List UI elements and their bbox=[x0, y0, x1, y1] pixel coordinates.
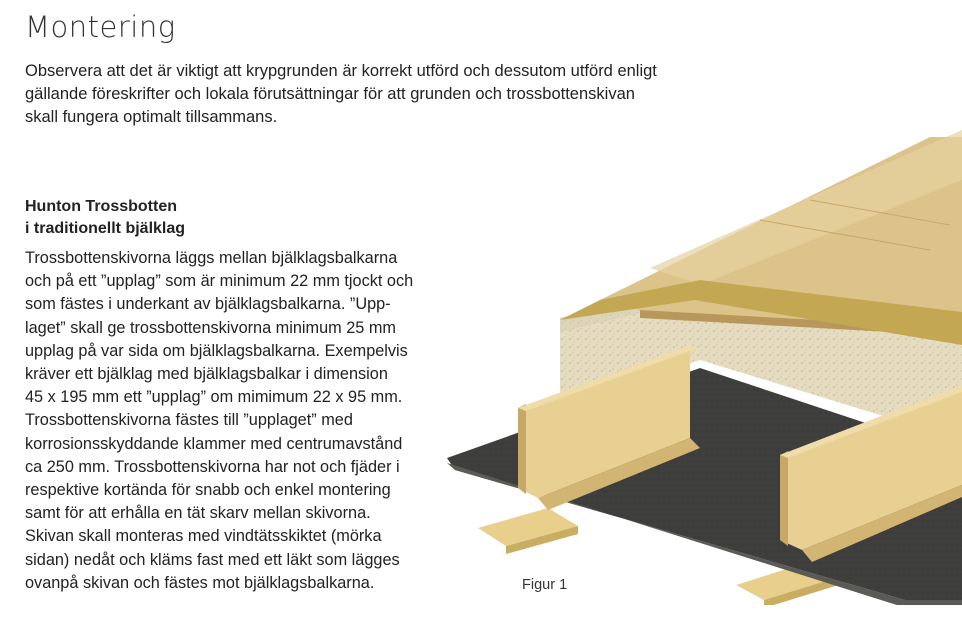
body-line: Trossbottenskivorna läggs mellan bjälklagsbalkarna bbox=[25, 249, 398, 267]
body-line: samt för att erhålla en tät skarv mellan skivorna. bbox=[25, 504, 371, 523]
body-line: ca 250 mm. Trossbottenskivorna har not och fjäder i bbox=[25, 457, 400, 476]
body-line: kräver ett bjälklag med bjälklagsbalkar i dimension bbox=[25, 365, 388, 384]
section-heading bbox=[25, 196, 185, 240]
body-line: 45 x 195 mm ett ”upplag” om mimimum 22 x 95 mm. bbox=[25, 388, 403, 407]
page-title: Montering bbox=[25, 10, 176, 44]
section-body bbox=[25, 247, 465, 595]
body-line: ovanpå skivan och fästes mot bjälklagsbalkarna. bbox=[25, 573, 375, 592]
intro-paragraph bbox=[25, 60, 745, 129]
intro-line: gällande föreskrifter och lokala förutsättningar för att grunden och trossbottenskivan bbox=[25, 85, 635, 103]
body-line: korrosionsskyddande klammer med centrumavstånd bbox=[25, 434, 403, 453]
intro-line: Observera att det är viktigt att krypgrunden är korrekt utförd och dessutom utförd enligt bbox=[25, 62, 657, 80]
body-line: sidan) nedåt och kläms fast med ett läkt som lägges bbox=[25, 550, 400, 569]
intro-line: skall fungera optimalt tillsammans. bbox=[25, 108, 278, 126]
body-line: som fästes i underkant av bjälklagsbalkarna. ”Upp- bbox=[25, 295, 391, 314]
heading-line: i traditionellt bjälklag bbox=[25, 220, 186, 237]
body-line: laget” skall ge trossbottenskivorna minimum 25 mm bbox=[25, 318, 396, 337]
body-line: respektive kortända för snabb och enkel montering bbox=[25, 481, 391, 500]
figure-caption: Figur 1 bbox=[522, 577, 568, 593]
batten bbox=[478, 508, 578, 554]
floor-construction-illustration bbox=[440, 125, 962, 605]
body-line: och på ett ”upplag” som är minimum 22 mm tjockt och bbox=[25, 272, 414, 291]
body-line: Trossbottenskivorna fästes till ”upplaget” med bbox=[25, 411, 353, 430]
heading-line: Hunton Trossbotten bbox=[25, 198, 177, 215]
body-line: Skivan skall monteras med vindtätsskiktet (mörka bbox=[25, 527, 382, 546]
body-line: upplag på var sida om bjälklagsbalkarna. Exempelvis bbox=[25, 341, 408, 360]
